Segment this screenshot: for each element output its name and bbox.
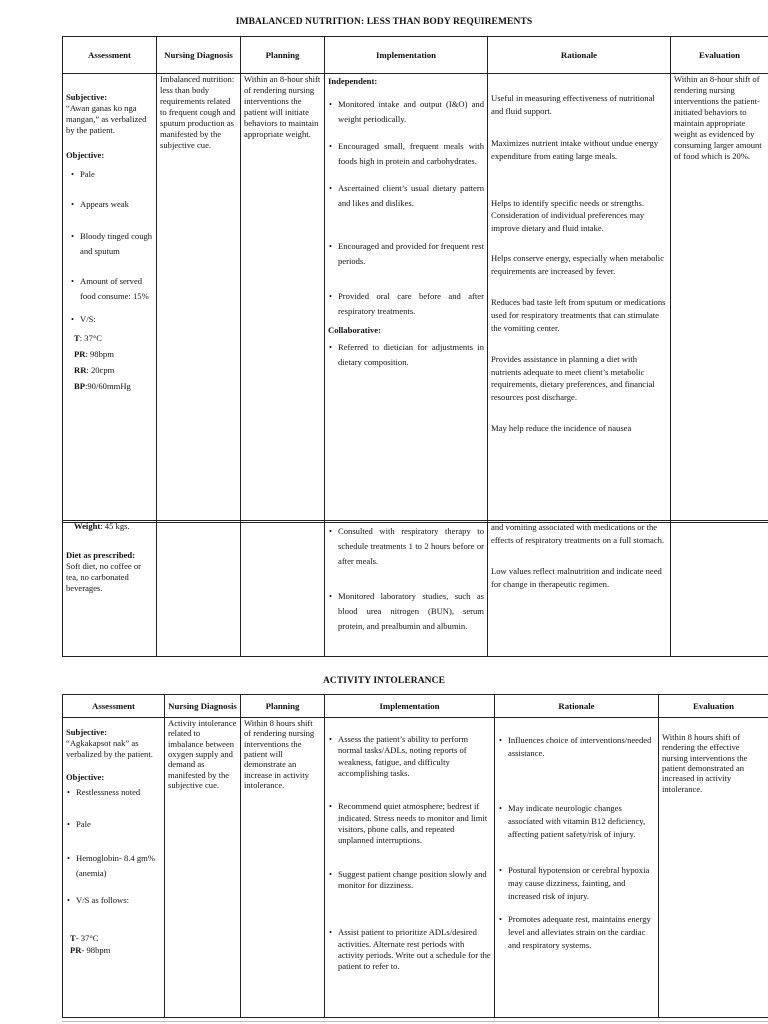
intervention-item: • Recommend quiet atmosphere; bedrest if indicated. Stress needs to monitor and limit visitors, phone calls, and repeated unplanned interruptions.	[328, 801, 491, 846]
assessment-cell	[63, 521, 157, 657]
vital-sign: T: 37°C	[74, 333, 103, 343]
rationale-item: • May indicate neurologic changes associated with vitamin B12 deficiency, affecting patient safety/risk of injury.	[498, 802, 655, 841]
header-rationale: Rationale	[488, 37, 671, 74]
rationale-item: Reduces bad taste left from sputum or medications used for respiratory treatments that can stimulate the vomiting center.	[491, 297, 666, 333]
rationale-item: Useful in measuring effectiveness of nutritional and fluid support.	[491, 93, 655, 116]
intervention-item: • Assess the patient’s ability to perform normal tasks/ADLs, noting reports of weakness, fatigue, and difficulty accomplishing tasks.	[328, 734, 491, 779]
objective-item: • V/S as follows:	[66, 895, 161, 906]
rationale-item: Provides assistance in planning a diet with nutrients adequate to meet client’s metabolic requirements, dietary preferences, and financial resources post discharge.	[491, 353, 655, 403]
rationale-item: and vomiting associated with medications or the effects of respiratory treatments on a full stomach.	[491, 522, 665, 545]
collaborative-label: Collaborative:	[328, 325, 381, 336]
objective-item: • Appears weak	[70, 199, 153, 210]
vital-sign: BP:90/60mmHg	[74, 380, 131, 391]
weight-entry: Weight: 45 kgs.	[74, 521, 130, 531]
assessment-cell	[63, 74, 157, 523]
intervention-item: • Assist patient to prioritize ADLs/desired activities. Alternate rest periods with activity periods. Write out a schedule for the patient to refer to.	[328, 927, 491, 972]
table-header-row	[63, 37, 768, 74]
objective-label: Objective:	[66, 772, 105, 782]
rationale-item: • Promotes adequate rest, maintains energy level and alleviates strain on the cardiac and respiratory systems.	[498, 913, 655, 952]
nursing-diagnosis-cell	[157, 521, 241, 657]
independent-label: Independent:	[328, 76, 378, 86]
table-body-row	[63, 521, 768, 657]
assessment-cell	[63, 718, 165, 1018]
table-body-row	[63, 718, 768, 1018]
nursing-diagnosis-cell: Activity intolerance related to imbalance between oxygen supply and demand as manifested by the subjective cue.	[165, 718, 241, 1018]
objective-item: • Hemoglobin- 8.4 gm% (anemia)	[66, 851, 161, 881]
subjective-text: “Agkakapsot nak” as verbalized by the patient.	[66, 738, 153, 759]
nutrition-care-plan-table	[62, 36, 768, 523]
objective-item: • Pale	[70, 169, 153, 180]
implementation-cell	[325, 74, 488, 523]
header-evaluation: Evaluation	[659, 695, 768, 718]
intervention-item: • Encouraged small, frequent meals with foods high in protein and carbohydrates.	[328, 139, 484, 169]
header-nursing-diagnosis: Nursing Diagnosis	[165, 695, 241, 718]
evaluation-cell	[671, 521, 768, 657]
rationale-cell	[488, 521, 671, 657]
objective-item: • Bloody tinged cough and sputum	[70, 229, 153, 260]
vital-sign: PR- 98bpm	[70, 945, 111, 956]
care-plan-title-activity: ACTIVITY INTOLERANCE	[322, 676, 446, 686]
intervention-item: • Consulted with respiratory therapy to schedule treatments 1 to 2 hours before or after meals.	[328, 524, 484, 569]
objective-item: • Restlessness noted	[66, 787, 161, 798]
objective-item: • Amount of served food consume: 15%	[70, 274, 153, 304]
rationale-item: • Influences choice of interventions/needed assistance.	[498, 734, 655, 760]
intervention-item: • Encouraged and provided for frequent rest periods.	[328, 239, 484, 269]
vital-sign: RR: 20cpm	[74, 364, 115, 375]
implementation-cell	[325, 718, 495, 1018]
care-plan-title-nutrition: IMBALANCED NUTRITION: LESS THAN BODY REQUIREMENTS	[235, 17, 533, 27]
diet-label: Diet as prescribed:	[66, 550, 136, 560]
planning-cell: Within an 8-hour shift of rendering nursing interventions the patient will initiate behaviors to maintain appropriate weight.	[241, 74, 325, 523]
table-body-row	[63, 74, 768, 523]
rationale-item: May help reduce the incidence of nausea	[491, 423, 632, 434]
rationale-item: Low values reflect malnutrition and indicate need for change in therapeutic regimen.	[491, 565, 662, 589]
activity-care-plan-table	[62, 694, 768, 1018]
intervention-item: • Referred to dietician for adjustments in dietary composition.	[328, 340, 484, 370]
rationale-item: Helps conserve energy, especially when metabolic requirements are increased by fever.	[491, 253, 665, 277]
subjective-text: “Awan ganas ko nga mangan,” as verbalized by the patient.	[66, 103, 147, 135]
header-assessment: Assessment	[63, 37, 157, 74]
vital-sign: PR: 98bpm	[74, 348, 114, 359]
header-planning: Planning	[241, 37, 325, 74]
intervention-item: • Monitored laboratory studies, such as blood urea nitrogen (BUN), serum protein, and prealbumin and albumin.	[328, 589, 484, 634]
intervention-item: • Ascertained client’s usual dietary pattern and likes and dislikes.	[328, 181, 484, 211]
intervention-item: • Suggest patient change position slowly and monitor for dizziness.	[328, 869, 491, 892]
rationale-item: Maximizes nutrient intake without undue energy expenditure from eating large meals.	[491, 137, 659, 161]
implementation-cell	[325, 521, 488, 657]
rationale-cell	[488, 74, 671, 523]
vital-sign: T- 37°C	[70, 933, 99, 944]
planning-cell	[241, 521, 325, 657]
planning-cell: Within 8 hours shift of rendering nursing interventions the patient will demonstrate an increase in activity intolerance.	[241, 718, 325, 1018]
table-header-row	[63, 695, 768, 718]
rationale-item: • Postural hypotension or cerebral hypoxia may cause dizziness, fainting, and increased risk of injury.	[498, 864, 655, 903]
header-assessment: Assessment	[63, 695, 165, 718]
rationale-cell	[495, 718, 659, 1018]
intervention-item: • Monitored intake and output (I&O) and weight periodically.	[328, 97, 484, 127]
evaluation-cell	[659, 718, 768, 1018]
objective-label: Objective:	[66, 150, 105, 160]
evaluation-text: Within 8 hours shift of rendering the effective nursing interventions the patient demonstrated an increased in activity intolerance.	[662, 732, 748, 794]
objective-item: • Pale	[66, 819, 161, 830]
header-planning: Planning	[241, 695, 325, 718]
header-implementation: Implementation	[325, 37, 488, 74]
page-divider	[62, 1021, 768, 1022]
header-rationale: Rationale	[495, 695, 659, 718]
evaluation-cell: Within an 8-hour shift of rendering nursing interventions the patient-initiated behaviors to maintain appropriate weight as evidenced by consuming larger amount of food which is 20%.	[671, 74, 768, 523]
intervention-item: • Provided oral care before and after respiratory treatments.	[328, 289, 484, 319]
rationale-item: Helps to identify specific needs or strengths. Consideration of individual preferences may improve dietary and fluid intake.	[491, 197, 645, 234]
diet-text: Soft diet, no coffee or tea, no carbonated beverages.	[66, 561, 142, 593]
subjective-label: Subjective:	[66, 92, 108, 102]
objective-item: • V/S:	[70, 314, 153, 325]
nursing-diagnosis-cell: Imbalanced nutrition: less than body requirements related to frequent cough and sputum production as manifested by the subjective cue.	[157, 74, 241, 523]
nutrition-care-plan-continued-table	[62, 520, 768, 657]
subjective-label: Subjective:	[66, 727, 108, 737]
header-evaluation: Evaluation	[671, 37, 768, 74]
header-nursing-diagnosis: Nursing Diagnosis	[157, 37, 241, 74]
header-implementation: Implementation	[325, 695, 495, 718]
